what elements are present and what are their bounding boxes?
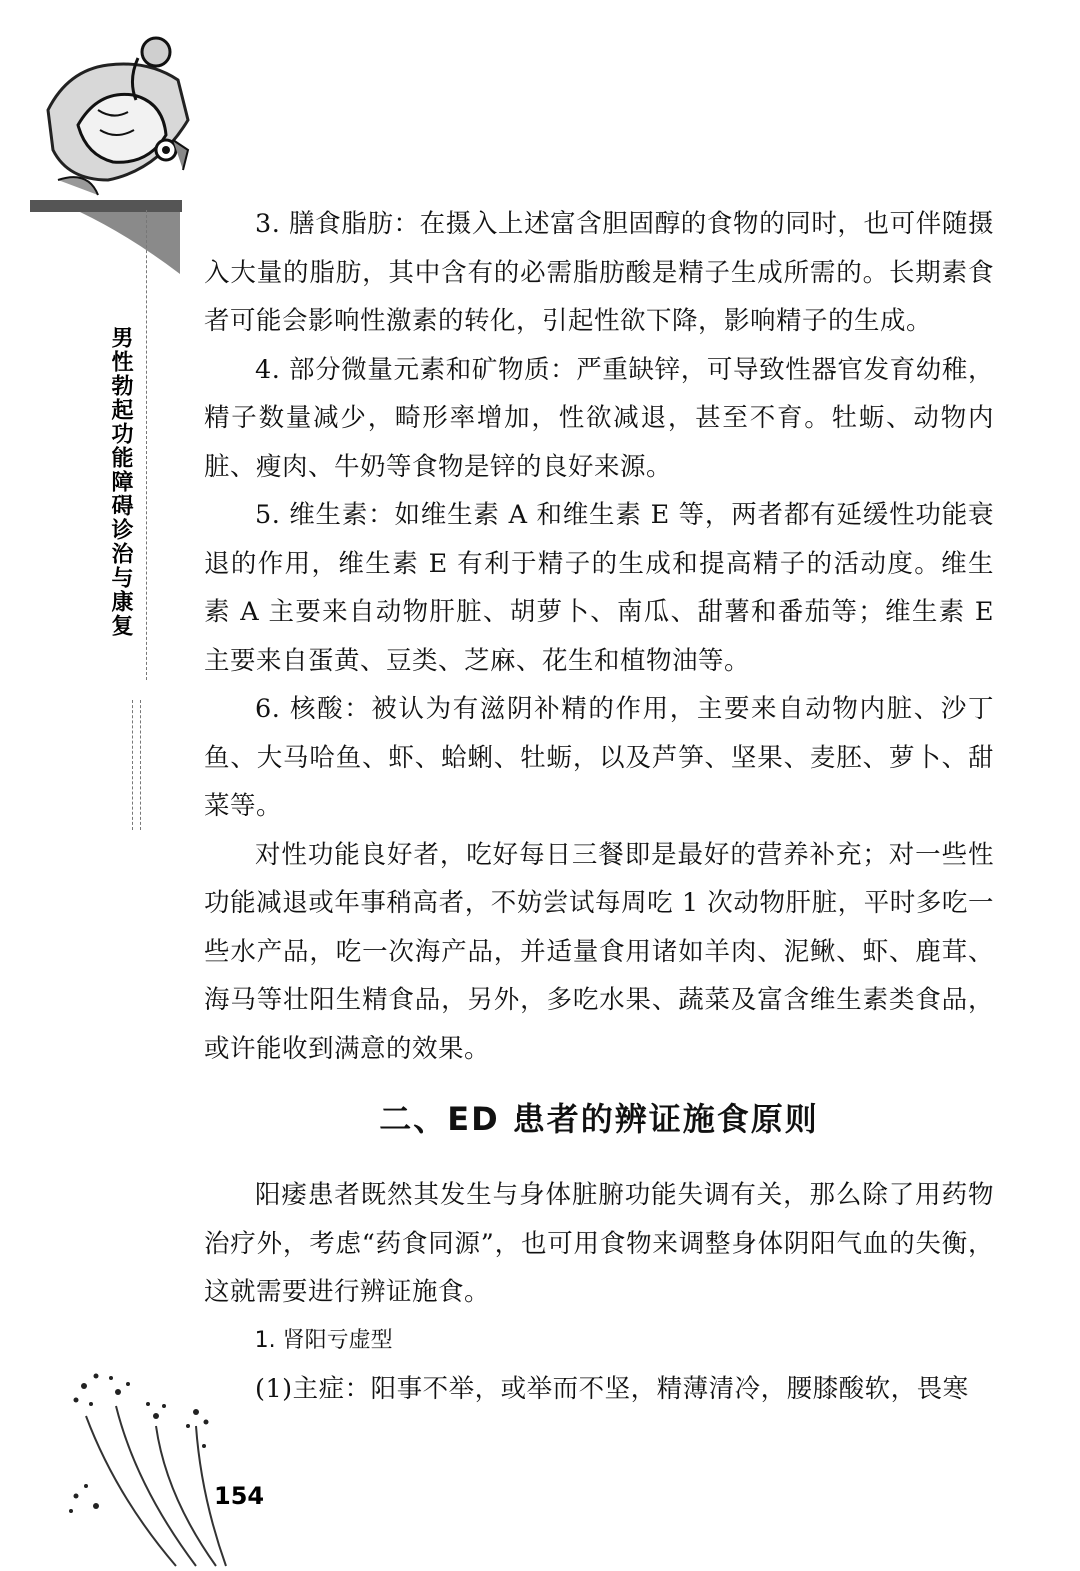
side-dotted-rule-lower xyxy=(132,700,133,830)
plant-sprig-decoration xyxy=(56,1356,236,1571)
subheading-kidney-yang: 1. 肾阳亏虚型 xyxy=(254,1327,393,1353)
paragraph-main-symptoms: (1)主症：阳事不举，或举而不坚，精薄清冷，腰膝酸软，畏寒 xyxy=(255,1374,969,1404)
side-dotted-rule xyxy=(146,210,147,680)
paragraph-trace-elements: 4. 部分微量元素和矿物质：严重缺锌，可导致性器官发育幼稚，精子数量减少，畸形率增加，性欲减退，甚至不育。牡蛎、动物内脏、瘦肉、牛奶等食物是锌的良好来源。 xyxy=(204,354,994,482)
corner-band-decoration xyxy=(30,196,182,276)
page-body xyxy=(204,200,994,1414)
paragraph-dietary-fat: 3. 膳食脂肪：在摄入上述富含胆固醇的食物的同时，也可伴随摄入大量的脂肪，其中含有的必需脂肪酸是精子生成所需的。长期素食者可能会影响性激素的转化，引起性欲下降，影响精子的生成。 xyxy=(204,209,994,336)
side-book-title: 男性勃起功能障碍诊治与康复 xyxy=(108,326,133,638)
paragraph-summary: 对性功能良好者，吃好每日三餐即是最好的营养补充；对一些性功能减退或年事稍高者，不妨尝试每周吃 1 次动物肝脏，平时多吃一些水产品，吃一次海产品，并适量食用诸如羊肉、泥鳅、虾、鹿茸、海马等壮阳生精食品，另外，多吃水果、蔬菜及富含维生素类食品，或许能收到满意的效果。 xyxy=(204,839,994,1064)
paragraph-vitamins: 5. 维生素：如维生素 A 和维生素 E 等，两者都有延缓性功能衰退的作用，维生素 E 有利于精子的生成和提高精子的活动度。维生素 A 主要来自动物肝脏、胡萝卜、南瓜、甜薯和番茄等；维生素 E 主要来自蛋黄、豆类、芝麻、花生和植物油等。 xyxy=(204,500,994,676)
paragraph-nucleic-acid: 6. 核酸：被认为有滋阴补精的作用，主要来自动物内脏、沙丁鱼、大马哈鱼、虾、蛤蜊、牡蛎，以及芦笋、坚果、麦胚、萝卜、甜菜等。 xyxy=(204,694,994,821)
paragraph-intro: 阳痿患者既然其发生与身体脏腑功能失调有关，那么除了用药物治疗外，考虑“药食同源”，也可用食物来调整身体阴阳气血的失衡，这就需要进行辨证施食。 xyxy=(204,1180,994,1307)
section-heading: 二、ED 患者的辨证施食原则 xyxy=(379,1100,819,1138)
strongman-illustration xyxy=(38,30,198,200)
side-dotted-rule-lower-2 xyxy=(140,700,141,830)
page-number: 154 xyxy=(214,1482,265,1510)
